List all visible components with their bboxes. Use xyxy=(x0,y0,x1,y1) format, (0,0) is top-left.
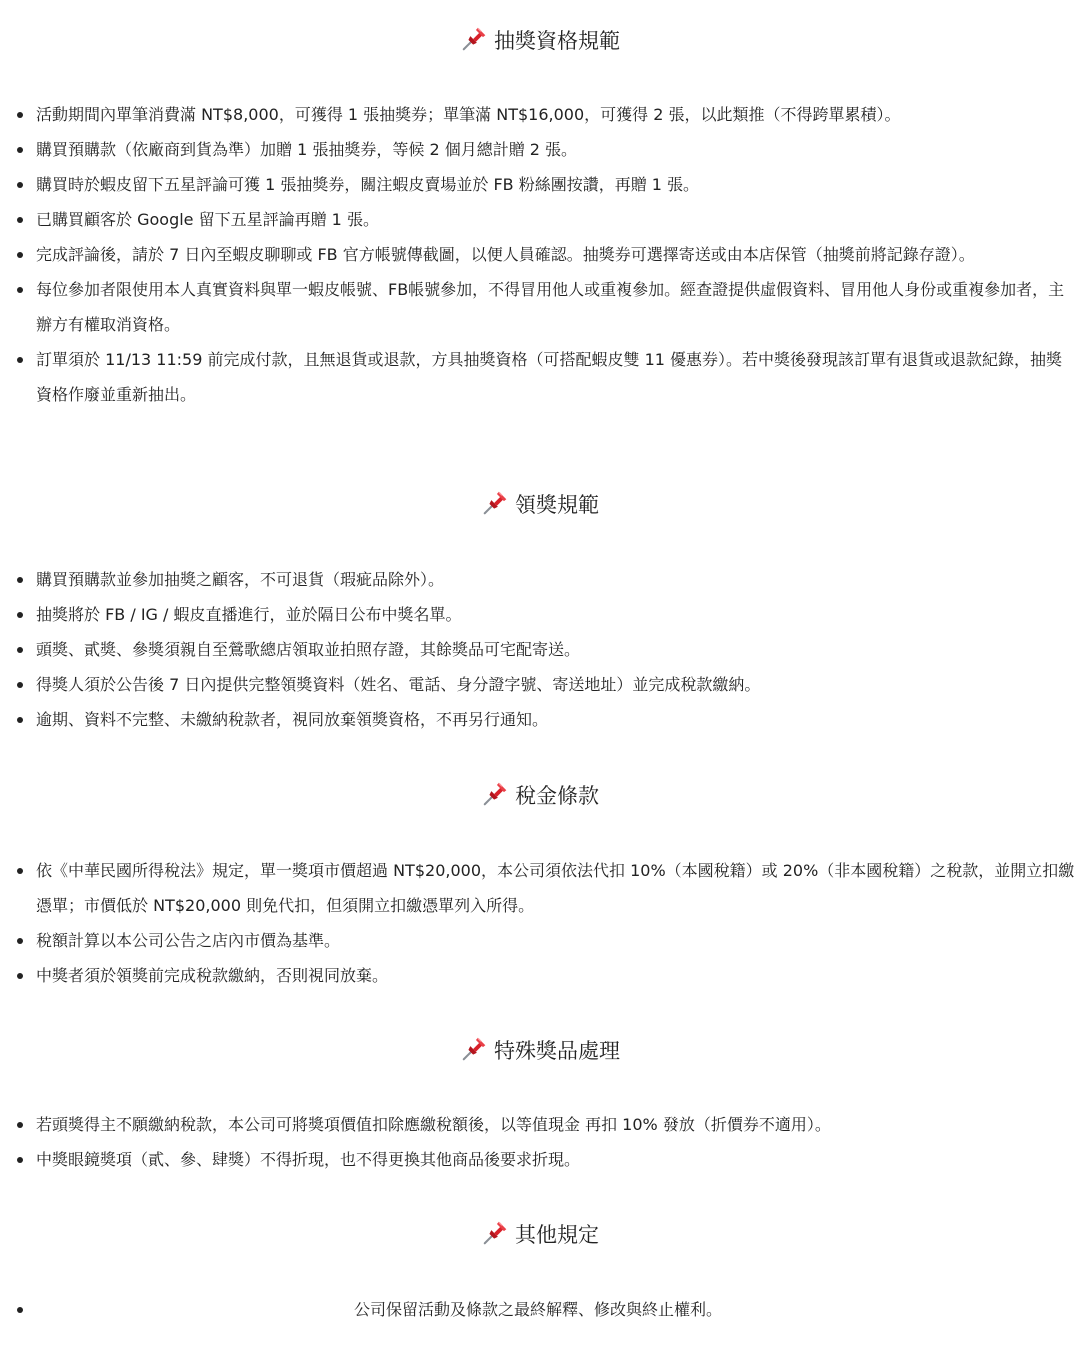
list-item: 公司保留活動及條款之最終解釋、修改與終止權利。 xyxy=(0,1292,1080,1327)
pushpin-icon xyxy=(460,1033,490,1063)
rules-list xyxy=(0,1107,1080,1177)
list-item: 購買時於蝦皮留下五星評論可獲 1 張抽獎券，關注蝦皮賣場並於 FB 粉絲團按讚，再贈 1 張。 xyxy=(0,167,1080,202)
list-item: 活動期間內單筆消費滿 NT$8,000，可獲得 1 張抽獎券；單筆滿 NT$16,000，可獲得 2 張，以此類推（不得跨單累積）。 xyxy=(0,97,1080,132)
pushpin-icon xyxy=(481,1217,511,1247)
list-item: 每位參加者限使用本人真實資料與單一蝦皮帳號、FB帳號參加，不得冒用他人或重複參加。經查證提供虛假資料、冒用他人身份或重複參加者，主辦方有權取消資格。 xyxy=(0,272,1080,342)
list-item: 依《中華民國所得稅法》規定，單一獎項市價超過 NT$20,000，本公司須依法代扣 10%（本國稅籍）或 20%（非本國稅籍）之稅款，並開立扣繳憑單；市價低於 NT$20,000 則免代扣，但須開立扣繳憑單列入所得。 xyxy=(0,853,1080,923)
rules-list xyxy=(0,853,1080,993)
section-title-text: 領獎規範 xyxy=(515,493,599,517)
rules-list xyxy=(0,97,1080,412)
list-item: 購買預購款（依廠商到貨為準）加贈 1 張抽獎券，等候 2 個月總計贈 2 張。 xyxy=(0,132,1080,167)
rules-list xyxy=(0,562,1080,737)
list-item: 訂單須於 11/13 11:59 前完成付款，且無退貨或退款，方具抽獎資格（可搭配蝦皮雙 11 優惠券）。若中獎後發現該訂單有退貨或退款紀錄，抽獎資格作廢並重新抽出。 xyxy=(0,342,1080,412)
list-item: 抽獎將於 FB / IG / 蝦皮直播進行，並於隔日公布中獎名單。 xyxy=(0,597,1080,632)
section-title-text: 稅金條款 xyxy=(515,784,599,808)
section-title xyxy=(0,484,1080,524)
rules-list xyxy=(0,1292,1080,1327)
section-title xyxy=(0,1030,1080,1070)
section-title xyxy=(0,1214,1080,1254)
list-item: 稅額計算以本公司公告之店內市價為基準。 xyxy=(0,923,1080,958)
pushpin-icon xyxy=(481,778,511,808)
pushpin-icon xyxy=(460,23,490,53)
list-item: 中獎者須於領獎前完成稅款繳納，否則視同放棄。 xyxy=(0,958,1080,993)
section-title-text: 抽獎資格規範 xyxy=(494,29,620,53)
section-title-text: 其他規定 xyxy=(515,1223,599,1247)
section-title xyxy=(0,20,1080,60)
list-item: 完成評論後，請於 7 日內至蝦皮聊聊或 FB 官方帳號傳截圖，以便人員確認。抽獎券可選擇寄送或由本店保管（抽獎前將記錄存證）。 xyxy=(0,237,1080,272)
list-item: 若頭獎得主不願繳納稅款，本公司可將獎項價值扣除應繳稅額後，以等值現金 再扣 10% 發放（折價券不適用）。 xyxy=(0,1107,1080,1142)
list-item: 已購買顧客於 Google 留下五星評論再贈 1 張。 xyxy=(0,202,1080,237)
section-title xyxy=(0,775,1080,815)
list-item: 得獎人須於公告後 7 日內提供完整領獎資料（姓名、電話、身分證字號、寄送地址）並完成稅款繳納。 xyxy=(0,667,1080,702)
list-item: 購買預購款並參加抽獎之顧客，不可退貨（瑕疵品除外）。 xyxy=(0,562,1080,597)
pushpin-icon xyxy=(481,487,511,517)
list-item: 中獎眼鏡獎項（貳、參、肆獎）不得折現，也不得更換其他商品後要求折現。 xyxy=(0,1142,1080,1177)
list-item: 頭獎、貳獎、參獎須親自至鶯歌總店領取並拍照存證，其餘獎品可宅配寄送。 xyxy=(0,632,1080,667)
section-title-text: 特殊獎品處理 xyxy=(494,1039,620,1063)
list-item: 逾期、資料不完整、未繳納稅款者，視同放棄領獎資格，不再另行通知。 xyxy=(0,702,1080,737)
